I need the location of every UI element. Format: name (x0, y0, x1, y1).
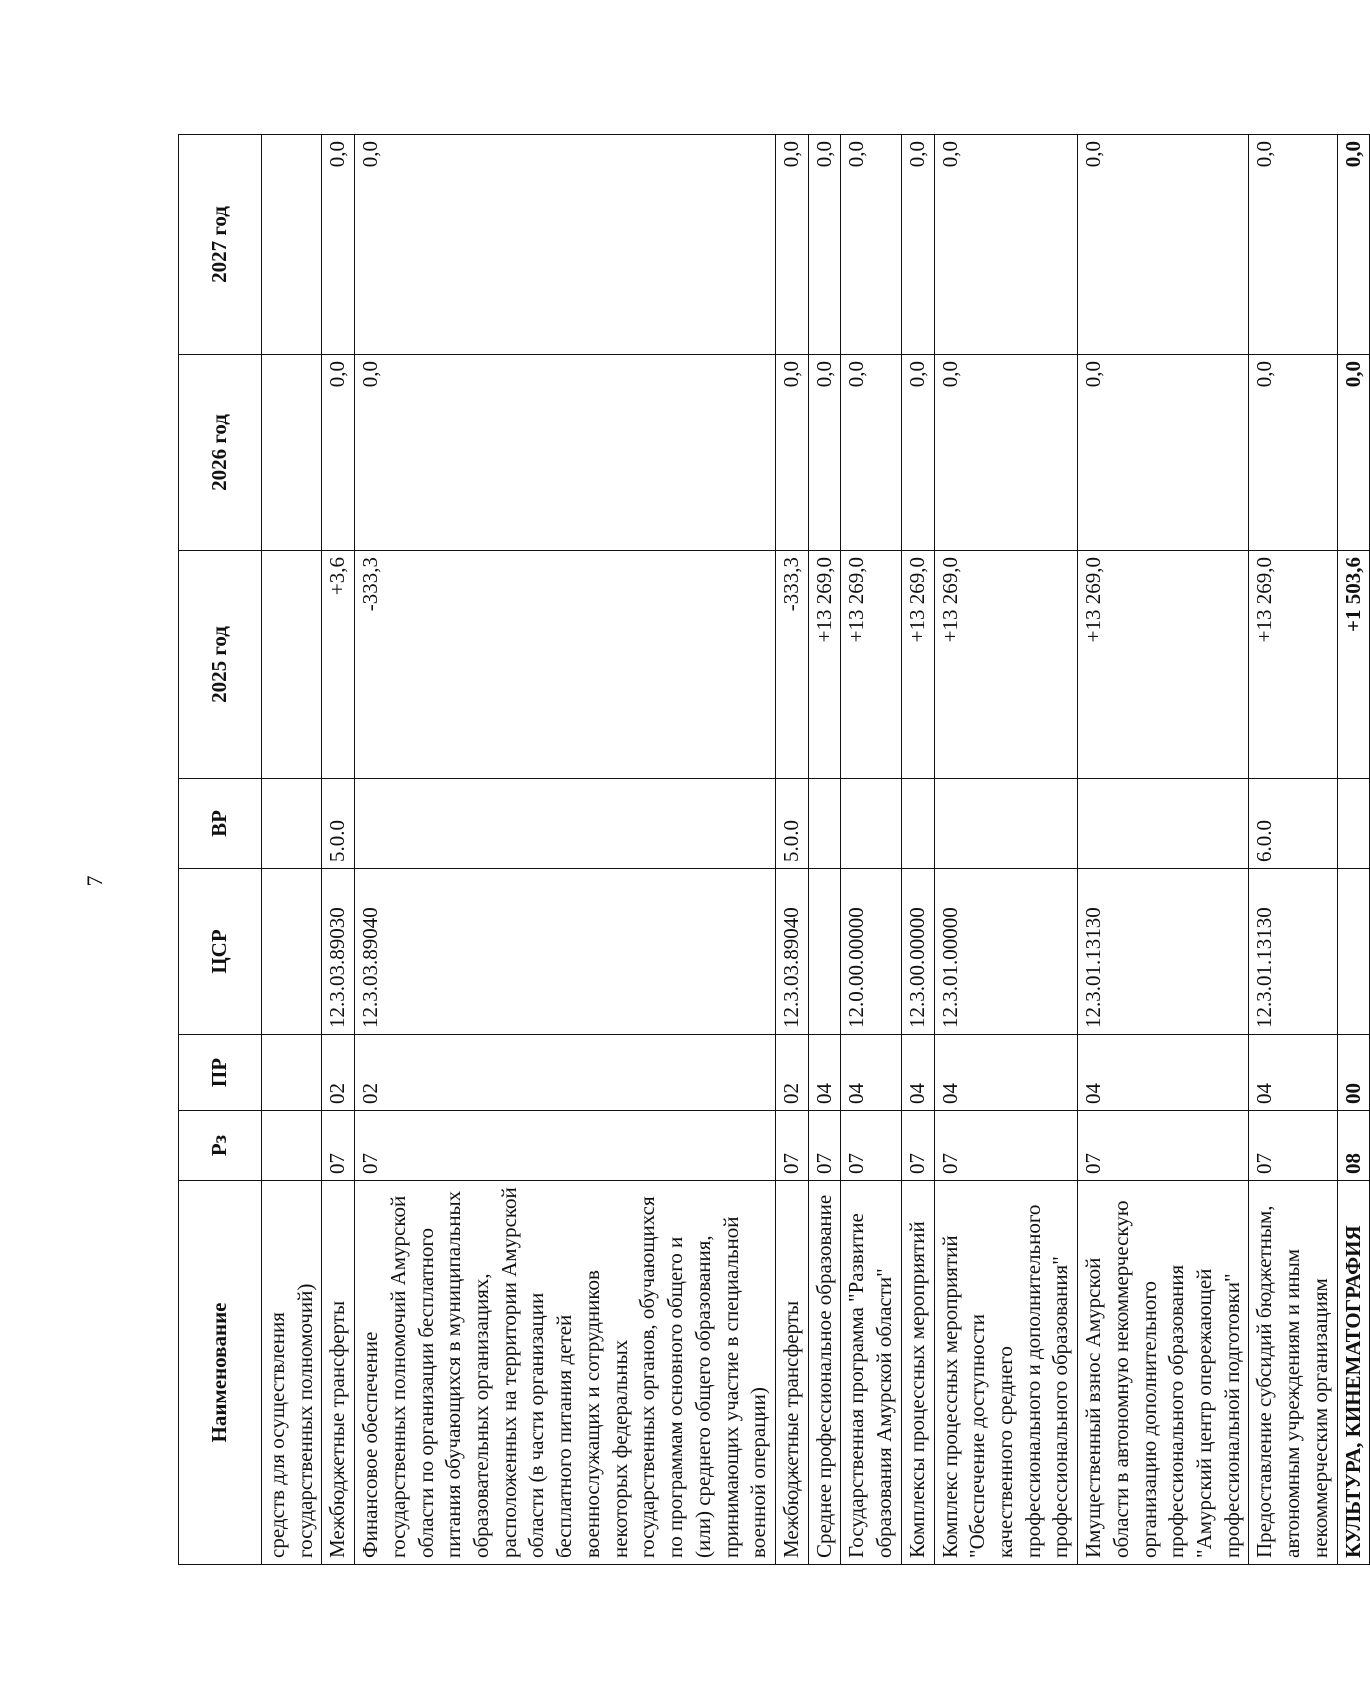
cell-rz: 07 (841, 1111, 901, 1181)
cell-2026: 0,0 (901, 355, 934, 551)
cell-rz: 08 (1337, 1111, 1370, 1181)
cell-2025: +13 269,0 (901, 551, 934, 779)
cell-pr: 04 (901, 1035, 934, 1111)
cell-csr (808, 869, 841, 1035)
cell-2026: 0,0 (934, 355, 1078, 551)
cell-vr (901, 779, 934, 869)
cell-vr (808, 779, 841, 869)
cell-2026: 0,0 (1337, 355, 1370, 551)
cell-csr: 12.3.03.89030 (322, 869, 355, 1035)
cell-rz: 07 (322, 1111, 355, 1181)
cell-2025: -333,3 (355, 551, 776, 779)
table-row-section-total (1337, 135, 1370, 1565)
cell-2027: 0,0 (841, 135, 901, 355)
table-row (934, 135, 1078, 1565)
cell-name: средств для осуществления государственных полномочий) (262, 1181, 322, 1565)
header-2025: 2025 год (179, 551, 262, 779)
cell-name: Финансовое обеспечение государственных полномочий Амурской области по организации бесплатного питания обучающихся в муниципальных образовательных организациях, расположенных на территории Амурской области (в части организации бесплатного питания детей военнослужащих и сотрудников некоторых федеральных государственных органов, обучающихся по программам основного общего и (или) среднего общего образования, принимающих участие в специальной военной операции) (355, 1181, 776, 1565)
cell-2027 (262, 135, 322, 355)
header-rz: Рз (179, 1111, 262, 1181)
cell-pr: 00 (1337, 1035, 1370, 1111)
cell-pr: 04 (1249, 1035, 1337, 1111)
cell-2027: 0,0 (901, 135, 934, 355)
cell-2027: 0,0 (934, 135, 1078, 355)
table-row (262, 135, 322, 1565)
cell-2025: -333,3 (775, 551, 808, 779)
cell-csr: 12.3.00.00000 (901, 869, 934, 1035)
header-pr: ПР (179, 1035, 262, 1111)
header-csr: ЦСР (179, 869, 262, 1035)
cell-2025: +13 269,0 (808, 551, 841, 779)
cell-rz: 07 (1078, 1111, 1249, 1181)
cell-2027: 0,0 (808, 135, 841, 355)
cell-2025: +3,6 (322, 551, 355, 779)
cell-pr: 04 (934, 1035, 1078, 1111)
cell-vr: 5.0.0 (775, 779, 808, 869)
cell-2025: +13 269,0 (1078, 551, 1249, 779)
cell-2026: 0,0 (775, 355, 808, 551)
cell-csr: 12.3.01.13130 (1078, 869, 1249, 1035)
rotated-table-container (178, 135, 1365, 1565)
cell-vr: 6.0.0 (1249, 779, 1337, 869)
table-row (841, 135, 901, 1565)
cell-2026: 0,0 (808, 355, 841, 551)
cell-csr: 12.3.03.89040 (775, 869, 808, 1035)
cell-2026: 0,0 (841, 355, 901, 551)
cell-csr: 12.3.01.00000 (934, 869, 1078, 1035)
cell-pr: 04 (841, 1035, 901, 1111)
cell-2027: 0,0 (1337, 135, 1370, 355)
cell-2025: +13 269,0 (841, 551, 901, 779)
cell-rz: 07 (775, 1111, 808, 1181)
cell-2027: 0,0 (775, 135, 808, 355)
cell-csr: 12.3.01.13130 (1249, 869, 1337, 1035)
page-number: 7 (82, 875, 107, 887)
cell-pr: 02 (775, 1035, 808, 1111)
header-2027: 2027 год (179, 135, 262, 355)
cell-2027: 0,0 (355, 135, 776, 355)
budget-table (178, 134, 1370, 1565)
cell-pr: 02 (355, 1035, 776, 1111)
cell-name: Имущественный взнос Амурской области в автономную некоммерческую организацию дополнительного профессионального образования "Амурский центр опережающей профессиональной подготовки" (1078, 1181, 1249, 1565)
table-row (1078, 135, 1249, 1565)
cell-pr: 04 (1078, 1035, 1249, 1111)
cell-name: Государственная программа "Развитие образования Амурской области" (841, 1181, 901, 1565)
cell-name: Комплексы процессных мероприятий (901, 1181, 934, 1565)
cell-name: Предоставление субсидий бюджетным, автономным учреждениям и иным некоммерческим организациям (1249, 1181, 1337, 1565)
cell-2027: 0,0 (322, 135, 355, 355)
cell-vr (1078, 779, 1249, 869)
cell-vr (1337, 779, 1370, 869)
table-row (1249, 135, 1337, 1565)
table-row (355, 135, 776, 1565)
cell-2027: 0,0 (1249, 135, 1337, 355)
cell-rz (262, 1111, 322, 1181)
cell-2027: 0,0 (1078, 135, 1249, 355)
cell-vr (841, 779, 901, 869)
cell-pr (262, 1035, 322, 1111)
cell-2025: +1 503,6 (1337, 551, 1370, 779)
cell-name: Межбюджетные трансферты (775, 1181, 808, 1565)
cell-name: Среднее профессиональное образование (808, 1181, 841, 1565)
cell-vr (262, 779, 322, 869)
cell-rz: 07 (934, 1111, 1078, 1181)
table-row (322, 135, 355, 1565)
table-row (775, 135, 808, 1565)
header-2026: 2026 год (179, 355, 262, 551)
table-row (901, 135, 934, 1565)
cell-rz: 07 (355, 1111, 776, 1181)
cell-2025 (262, 551, 322, 779)
cell-name: Межбюджетные трансферты (322, 1181, 355, 1565)
cell-rz: 07 (1249, 1111, 1337, 1181)
cell-pr: 04 (808, 1035, 841, 1111)
cell-vr (355, 779, 776, 869)
cell-vr: 5.0.0 (322, 779, 355, 869)
table-row (808, 135, 841, 1565)
cell-csr (262, 869, 322, 1035)
cell-2026 (262, 355, 322, 551)
cell-rz: 07 (901, 1111, 934, 1181)
cell-rz: 07 (808, 1111, 841, 1181)
header-vr: ВР (179, 779, 262, 869)
cell-2025: +13 269,0 (934, 551, 1078, 779)
cell-2025: +13 269,0 (1249, 551, 1337, 779)
header-name: Наименование (179, 1181, 262, 1565)
cell-csr (1337, 869, 1370, 1035)
cell-2026: 0,0 (355, 355, 776, 551)
cell-vr (934, 779, 1078, 869)
cell-csr: 12.3.03.89040 (355, 869, 776, 1035)
cell-pr: 02 (322, 1035, 355, 1111)
cell-name: КУЛЬТУРА, КИНЕМАТОГРАФИЯ (1337, 1181, 1370, 1565)
cell-csr: 12.0.00.00000 (841, 869, 901, 1035)
table-header-row (179, 135, 262, 1565)
cell-2026: 0,0 (322, 355, 355, 551)
cell-name: Комплекс процессных мероприятий "Обеспечение доступности качественного среднего профессионального и дополнительного профессионального образования" (934, 1181, 1078, 1565)
cell-2026: 0,0 (1078, 355, 1249, 551)
cell-2026: 0,0 (1249, 355, 1337, 551)
